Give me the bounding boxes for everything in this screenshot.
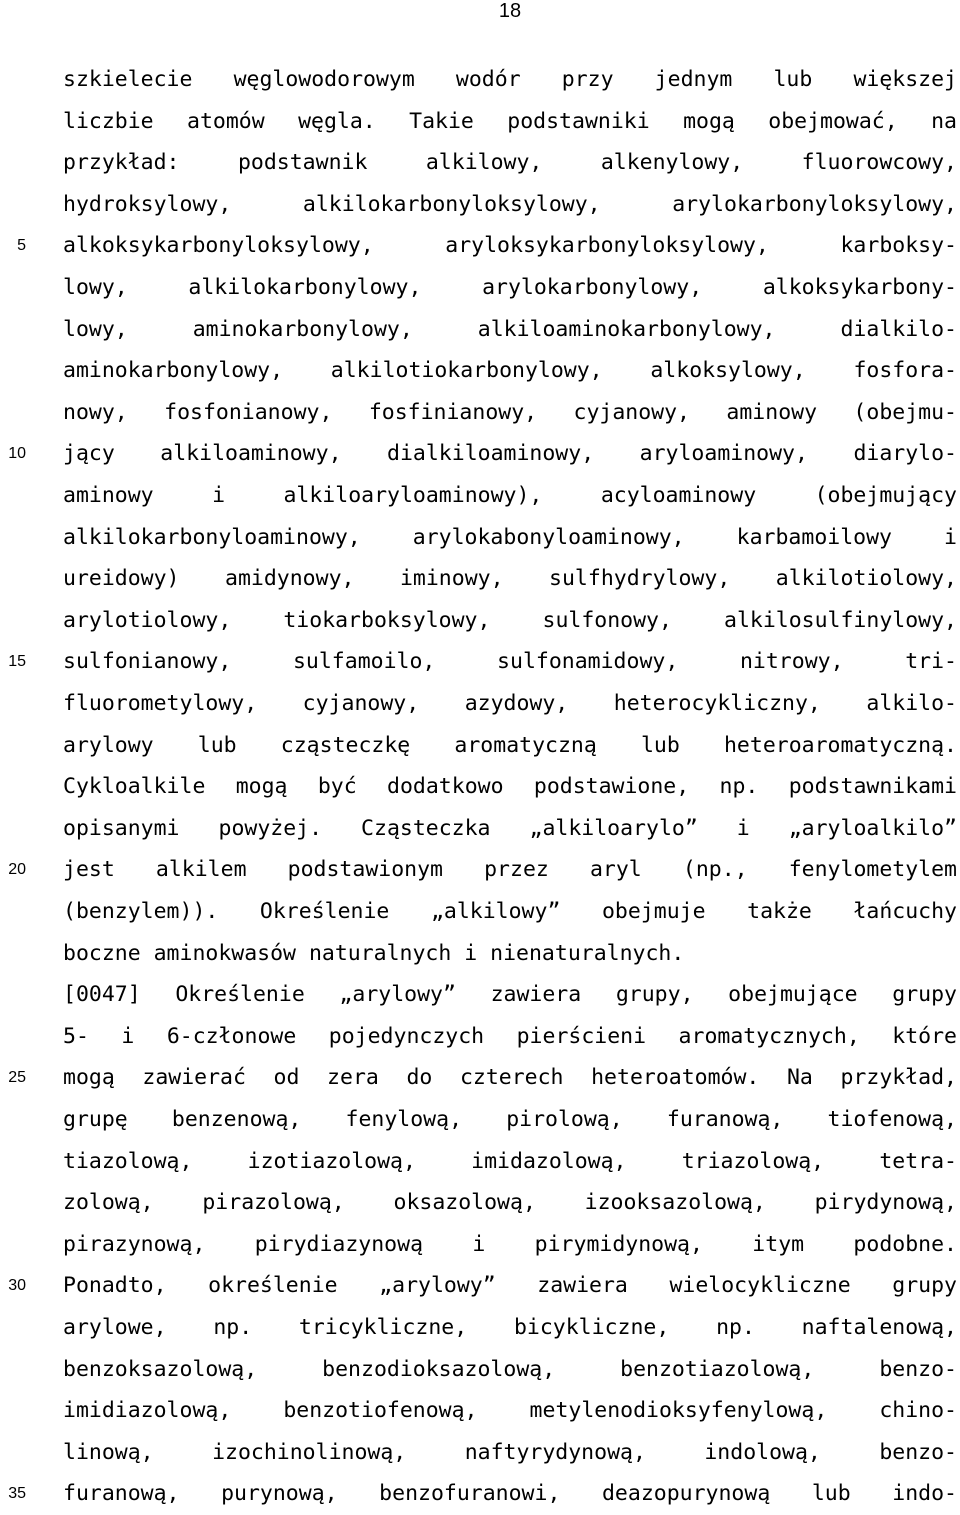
line-number: 25 <box>8 1069 26 1087</box>
text-line: alkilokarbonyloaminowy, arylokabonyloaminowy, karbamoilowy i <box>63 524 957 550</box>
line-number: 5 <box>17 237 26 255</box>
text-line: jest alkilem podstawionym przez aryl (np., fenylometylem <box>63 857 957 883</box>
text-line: grupę benzenową, fenylową, pirolową, furanową, tiofenową, <box>63 1107 957 1132</box>
text-line: tiazolową, izotiazolową, imidazolową, triazolową, tetra- <box>63 1148 957 1174</box>
text-line: 5- i 6-członowe pojedynczych pierścieni aromatycznych, które <box>63 1023 957 1049</box>
text-line: Cykloalkile mogą być dodatkowo podstawione, np. podstawnikami <box>63 774 957 800</box>
text-line: linową, izochinolinową, naftyrydynową, indolową, benzo- <box>63 1439 957 1465</box>
text-line: mogą zawierać od zera do czterech heteroatomów. Na przykład, <box>63 1065 957 1091</box>
text-line: jący alkiloaminowy, dialkiloaminowy, aryloaminowy, diarylo- <box>63 441 957 467</box>
text-line: lowy, aminokarbonylowy, alkiloaminokarbonylowy, dialkilo- <box>63 316 957 342</box>
line-number: 20 <box>8 861 26 879</box>
text-line: fluorometylowy, cyjanowy, azydowy, heterocykliczny, alkilo- <box>63 691 957 716</box>
text-line: boczne aminokwasów naturalnych i nienaturalnych. <box>63 940 685 966</box>
text-line: aminowy i alkiloaryloaminowy), acyloaminowy (obejmujący <box>63 483 957 508</box>
text-line: furanową, purynową, benzofuranowi, deazopurynową lub indo- <box>63 1481 957 1507</box>
text-line: sulfonianowy, sulfamoilo, sulfonamidowy, nitrowy, tri- <box>63 649 957 675</box>
text-line: lowy, alkilokarbonylowy, arylokarbonylowy, alkoksykarbony- <box>63 275 957 300</box>
text-line: arylotiolowy, tiokarboksylowy, sulfonowy, alkilosulfinylowy, <box>63 607 957 633</box>
text-line: (benzylem)). Określenie „alkilowy” obejmuje także łańcuchy <box>63 899 957 924</box>
text-line: ureidowy) amidynowy, iminowy, sulfhydrylowy, alkilotiolowy, <box>63 566 957 592</box>
text-line: pirazynową, pirydiazynową i pirymidynową, itym podobne. <box>63 1231 957 1257</box>
text-line: nowy, fosfonianowy, fosfinianowy, cyjanowy, aminowy (obejmu- <box>63 399 957 425</box>
text-line: arylowy lub cząsteczkę aromatyczną lub heteroaromatyczną. <box>63 732 957 758</box>
line-number: 15 <box>8 653 26 671</box>
line-number: 10 <box>8 445 26 463</box>
line-number: 30 <box>8 1277 26 1295</box>
line-number: 35 <box>8 1485 26 1503</box>
page-number: 18 <box>498 0 522 22</box>
text-line: aminokarbonylowy, alkilotiokarbonylowy, alkoksylowy, fosfora- <box>63 358 957 384</box>
text-line: Ponadto, określenie „arylowy” zawiera wielocykliczne grupy <box>63 1273 957 1299</box>
text-line: opisanymi powyżej. Cząsteczka „alkiloarylo” i „aryloalkilo” <box>63 815 957 841</box>
text-line: [0047] Określenie „arylowy” zawiera grupy, obejmujące grupy <box>63 982 957 1008</box>
text-line: hydroksylowy, alkilokarbonyloksylowy, arylokarbonyloksylowy, <box>63 191 957 217</box>
text-line: zolową, pirazolową, oksazolową, izooksazolową, pirydynową, <box>63 1190 957 1216</box>
text-line: imidiazolową, benzotiofenową, metylenodioksyfenylową, chino- <box>63 1398 957 1424</box>
text-line: arylowe, np. tricykliczne, bicykliczne, np. naftalenową, <box>63 1315 957 1340</box>
text-line: benzoksazolową, benzodioksazolową, benzotiazolową, benzo- <box>63 1356 957 1382</box>
text-line: alkoksykarbonyloksylowy, aryloksykarbonyloksylowy, karboksy- <box>63 233 957 259</box>
text-line: szkielecie węglowodorowym wodór przy jednym lub większej <box>63 67 957 92</box>
text-line: przykład: podstawnik alkilowy, alkenylowy, fluorowcowy, <box>63 150 957 176</box>
text-line: liczbie atomów węgla. Takie podstawniki mogą obejmować, na <box>63 108 957 134</box>
